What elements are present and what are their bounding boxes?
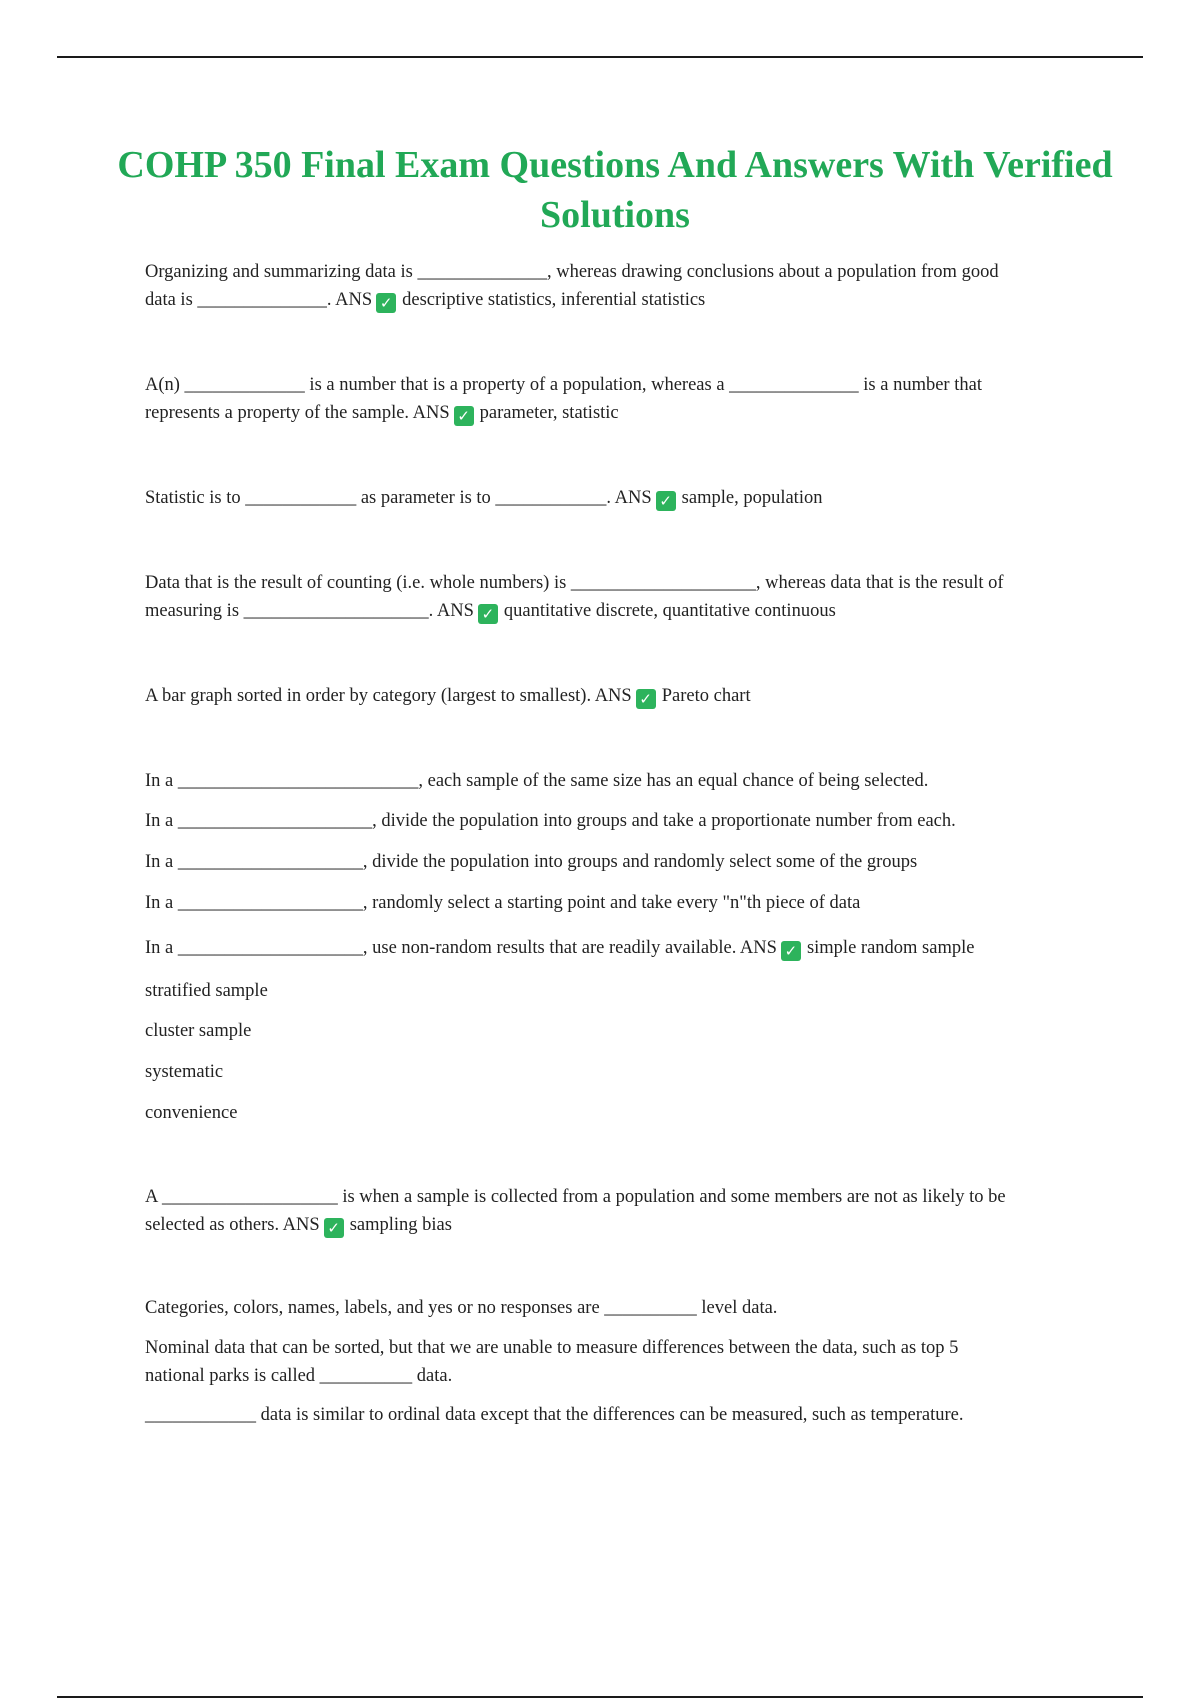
question-7 bbox=[145, 1183, 1095, 1239]
question-6a bbox=[145, 767, 1095, 795]
answer-text: convenience bbox=[145, 1103, 238, 1123]
check-icon: ✓ bbox=[324, 1218, 344, 1238]
bottom-rule bbox=[57, 1696, 1143, 1698]
answer-text: Pareto chart bbox=[661, 686, 751, 706]
question-8a bbox=[145, 1294, 1095, 1322]
page-title: COHP 350 Final Exam Questions And Answers With Verified Solutions bbox=[117, 144, 1113, 236]
question-8c bbox=[145, 1401, 1095, 1429]
answer-text: systematic bbox=[145, 1062, 224, 1082]
question-line: Statistic is to ____________ as parameter is to ____________. ANS bbox=[145, 488, 652, 508]
question-4 bbox=[145, 569, 1095, 625]
question-line: Organizing and summarizing data is ______________, whereas drawing conclusions about a population from good bbox=[145, 262, 999, 282]
question-line: In a ____________________, use non-random results that are readily available. ANS bbox=[145, 938, 777, 958]
question-line: represents a property of the sample. ANS bbox=[145, 403, 450, 423]
check-icon: ✓ bbox=[478, 604, 498, 624]
question-6c bbox=[145, 848, 1095, 876]
check-icon: ✓ bbox=[656, 491, 676, 511]
question-2 bbox=[145, 371, 1095, 427]
question-line: Data that is the result of counting (i.e. whole numbers) is ____________________, whereas data that is the result of bbox=[145, 573, 1004, 593]
answer-text: simple random sample bbox=[806, 938, 975, 958]
answer-text: quantitative discrete, quantitative continuous bbox=[503, 601, 836, 621]
question-5 bbox=[145, 682, 1095, 710]
question-line: national parks is called __________ data. bbox=[145, 1366, 453, 1386]
answer-text: cluster sample bbox=[145, 1021, 252, 1041]
check-icon: ✓ bbox=[376, 293, 396, 313]
question-line: Nominal data that can be sorted, but that we are unable to measure differences between the data, such as top 5 bbox=[145, 1338, 959, 1358]
question-line: selected as others. ANS bbox=[145, 1215, 320, 1235]
answer-text: sampling bias bbox=[349, 1215, 452, 1235]
question-line: A bar graph sorted in order by category (largest to smallest). ANS bbox=[145, 686, 632, 706]
question-line: A(n) _____________ is a number that is a property of a population, whereas a ______________ is a number that bbox=[145, 375, 982, 395]
answer-text: descriptive statistics, inferential statistics bbox=[402, 290, 706, 310]
question-line: In a ____________________, randomly select a starting point and take every "n"th piece of data bbox=[145, 893, 861, 913]
question-line: In a _____________________, divide the population into groups and take a proportionate number from each. bbox=[145, 811, 956, 831]
question-line: measuring is ____________________. ANS bbox=[145, 601, 474, 621]
question-6e bbox=[145, 934, 1095, 962]
question-6d bbox=[145, 889, 1095, 917]
question-line: data is ______________. ANS bbox=[145, 290, 373, 310]
question-line: In a ____________________, divide the population into groups and randomly select some of the groups bbox=[145, 852, 918, 872]
answer-line bbox=[145, 977, 1095, 1005]
question-6b bbox=[145, 807, 1095, 835]
question-line: ____________ data is similar to ordinal data except that the differences can be measured, such as temperature. bbox=[145, 1405, 964, 1425]
top-rule bbox=[57, 56, 1143, 58]
answer-text: stratified sample bbox=[145, 981, 268, 1001]
question-line: A ___________________ is when a sample is collected from a population and some members are not as likely to be bbox=[145, 1187, 1006, 1207]
question-1 bbox=[145, 258, 1095, 314]
answer-text: parameter, statistic bbox=[479, 403, 619, 423]
answer-text: sample, population bbox=[681, 488, 823, 508]
answer-line bbox=[145, 1099, 1095, 1127]
question-line: In a __________________________, each sample of the same size has an equal chance of being selected. bbox=[145, 771, 929, 791]
check-icon: ✓ bbox=[636, 689, 656, 709]
check-icon: ✓ bbox=[781, 941, 801, 961]
check-icon: ✓ bbox=[454, 406, 474, 426]
question-8b bbox=[145, 1334, 1095, 1390]
question-line: Categories, colors, names, labels, and yes or no responses are __________ level data. bbox=[145, 1298, 778, 1318]
answer-line bbox=[145, 1058, 1095, 1086]
answer-line bbox=[145, 1017, 1095, 1045]
question-3 bbox=[145, 484, 1095, 512]
